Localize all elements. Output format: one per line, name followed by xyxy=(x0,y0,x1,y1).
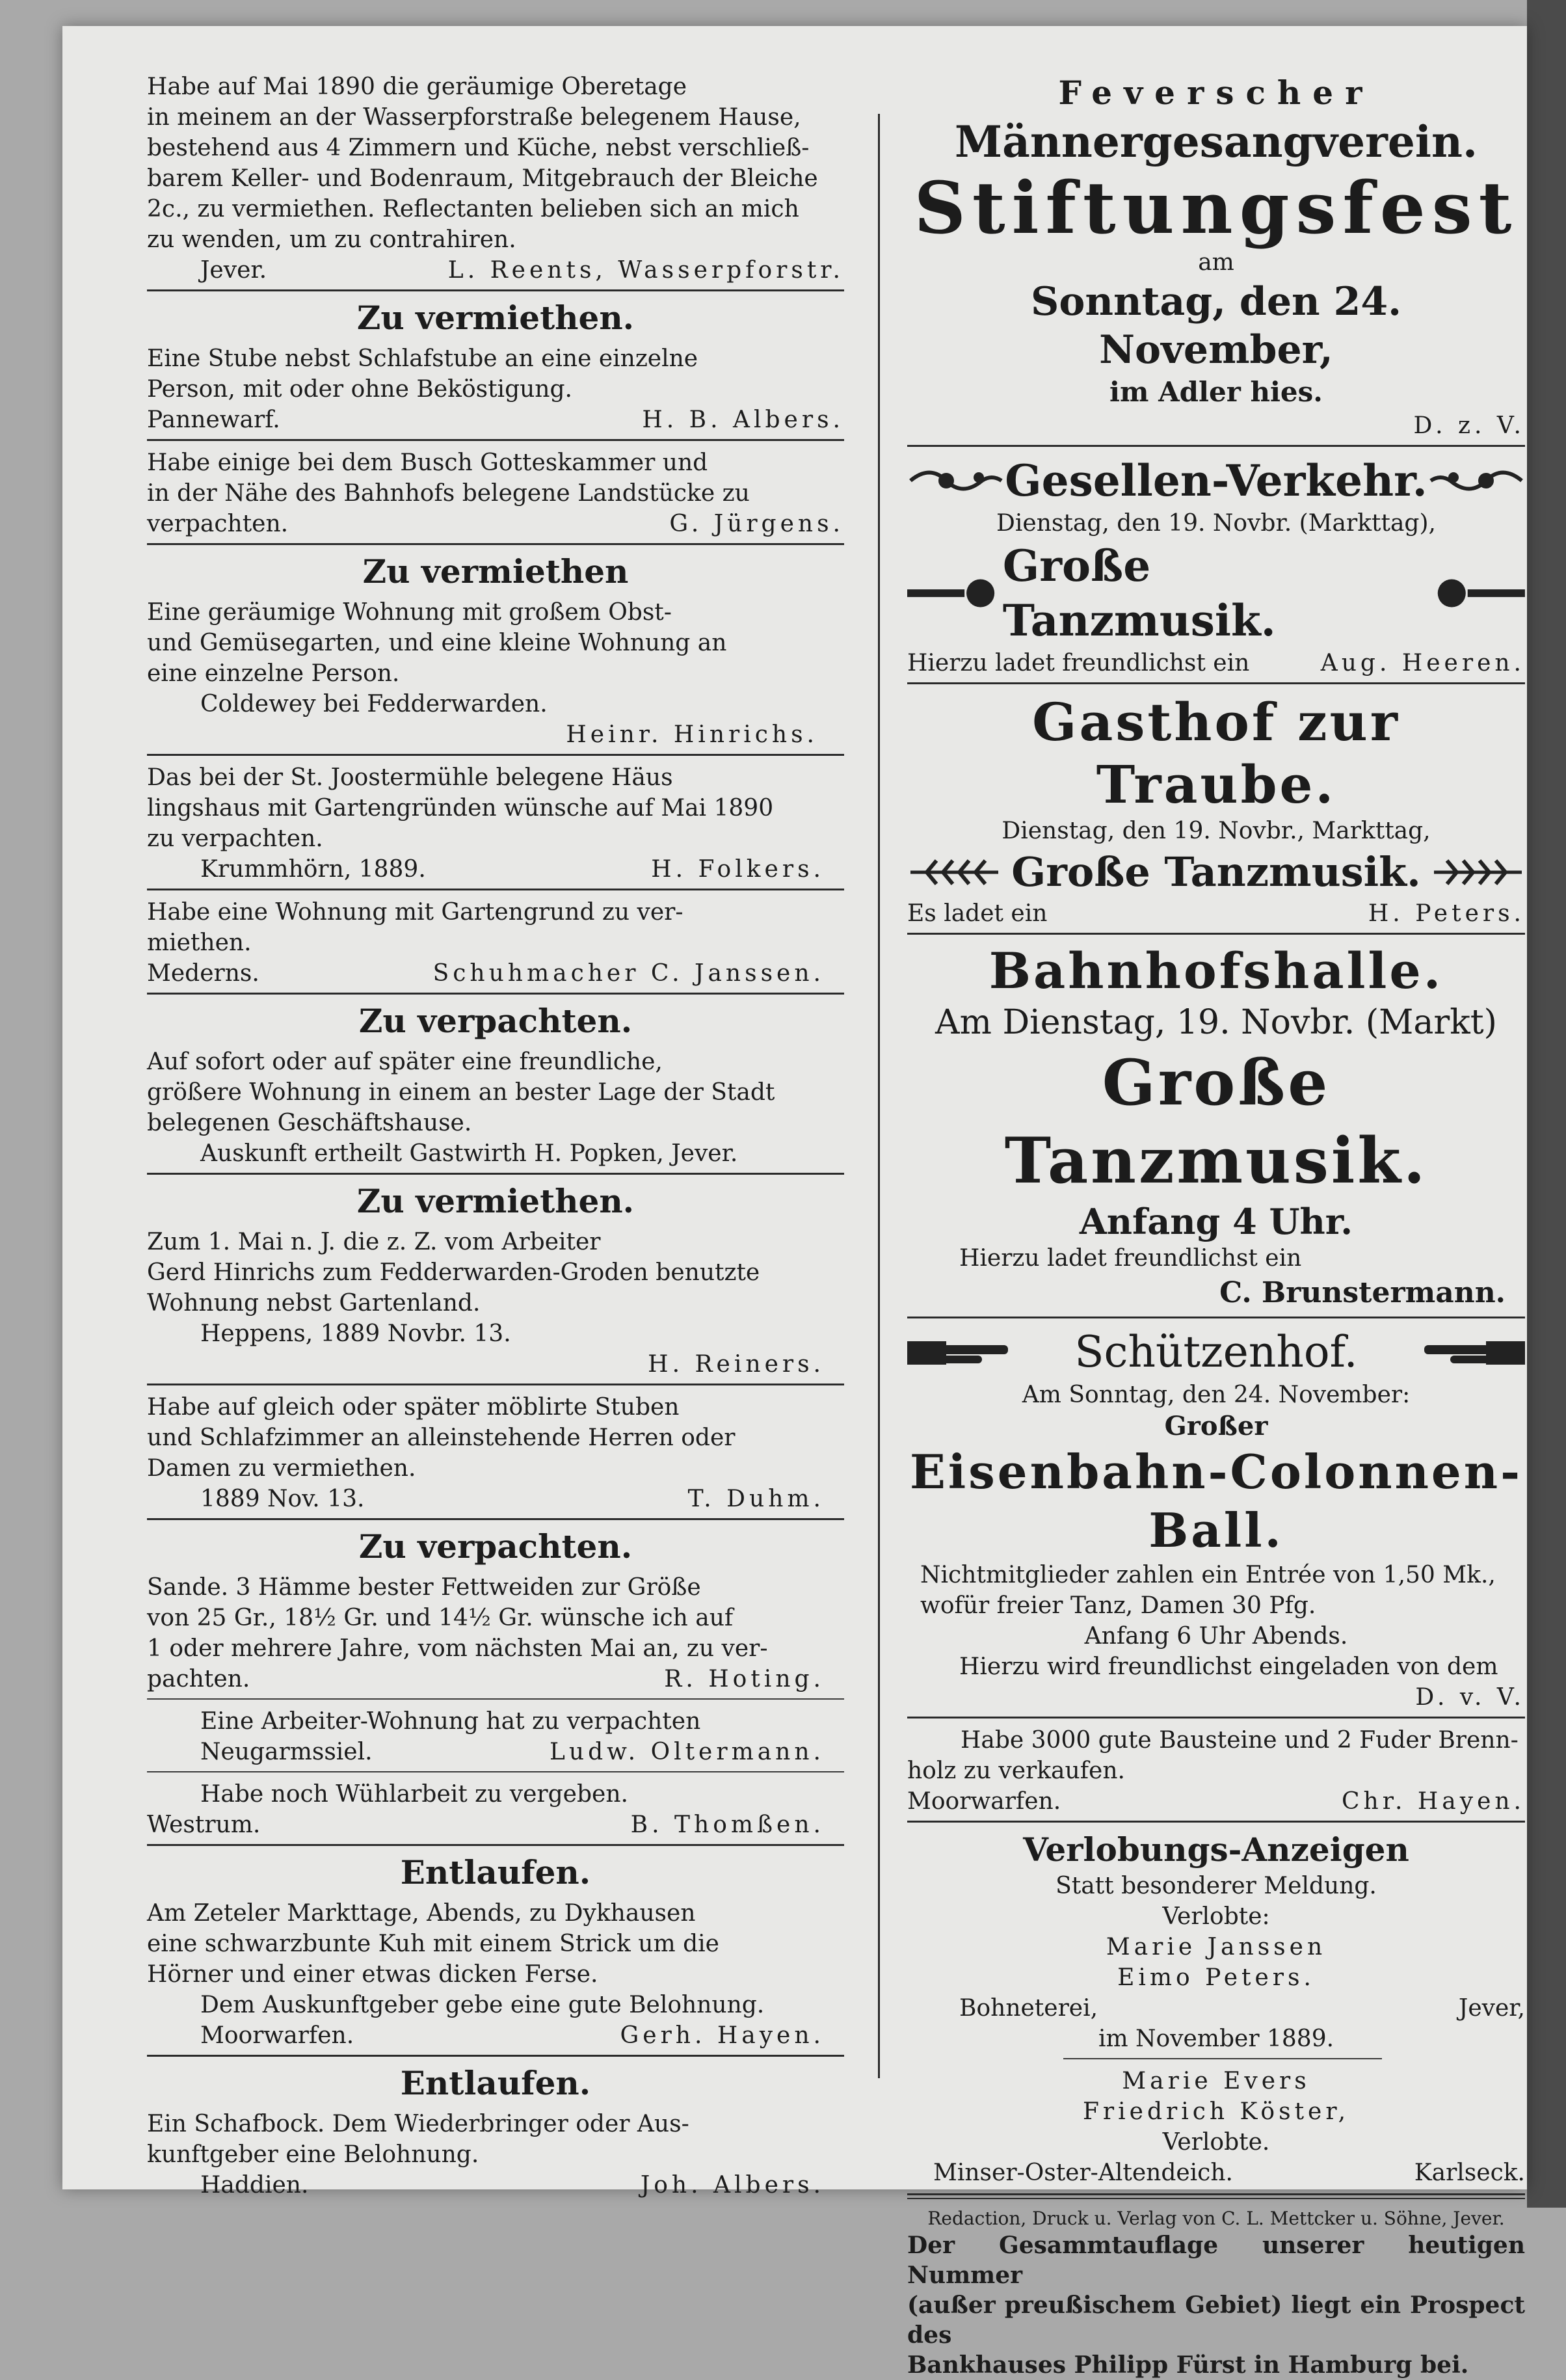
ad-signer: C. Brunstermann. xyxy=(1219,1276,1506,1309)
ad-text xyxy=(147,1572,844,1664)
text-line: Habe auf gleich oder später möblirte Stuben xyxy=(147,1394,680,1421)
text-line: wofür freier Tanz, Damen 30 Pfg. xyxy=(920,1592,1316,1619)
ad-vermiethen-1 xyxy=(147,298,844,435)
text-line: größere Wohnung in einem an bester Lage der Stadt xyxy=(147,1079,775,1106)
left-column xyxy=(147,72,844,2199)
event-row xyxy=(907,846,1525,898)
place-right: Jever, xyxy=(1458,1995,1525,2022)
leaf-ornament-icon xyxy=(907,853,1005,892)
text-line: Am Zeteler Markttage, Abends, zu Dykhausen xyxy=(147,1900,696,1927)
text-line: Wohnung nebst Gartenland. xyxy=(147,1290,481,1317)
ad-text xyxy=(147,72,844,255)
person-name: Marie Evers xyxy=(1122,2068,1310,2094)
place-row xyxy=(907,2158,1525,2188)
text-line: Sande. 3 Hämme bester Fettweiden zur Größe xyxy=(147,1574,701,1601)
place-left: Bohneterei, xyxy=(959,1995,1098,2022)
right-column xyxy=(907,72,1525,2379)
ad-signature-row xyxy=(907,898,1525,929)
ad-oberetage xyxy=(147,72,844,286)
ad-signer: Schuhmacher C. Janssen. xyxy=(432,960,825,987)
text-line: miethen. xyxy=(147,929,252,956)
event-name: Große Tanzmusik. xyxy=(1011,848,1421,896)
text-line: eine schwarzbunte Kuh mit einem Strick um die xyxy=(147,1931,719,1957)
ad-signature-row xyxy=(147,255,844,286)
person-name: Friedrich Köster, xyxy=(1082,2098,1350,2125)
start-time: Anfang 6 Uhr Abends. xyxy=(1084,1623,1348,1650)
divider xyxy=(1063,2058,1382,2059)
ad-heading: Verlobungs-Anzeigen xyxy=(1023,1830,1409,1869)
text-line: belegenen Geschäftshause. xyxy=(147,1110,472,1136)
person-name: Eimo Peters. xyxy=(1117,1964,1315,1991)
supplement-notice xyxy=(907,2230,1525,2380)
event-name: Eisenbahn-Colonnen-Ball. xyxy=(910,1444,1522,1558)
text-line: Habe 3000 gute Bausteine und 2 Fuder Brenn- xyxy=(961,1727,1519,1754)
ad-extra: Heppens, 1889 Novbr. 13. xyxy=(200,1320,511,1347)
ad-signature-row xyxy=(147,1664,844,1694)
divider xyxy=(147,439,844,441)
ornament-icon xyxy=(1427,461,1525,500)
ad-text xyxy=(147,343,844,405)
ad-signature-row xyxy=(907,1786,1525,1817)
ad-gartengrund xyxy=(147,897,844,989)
ad-text xyxy=(147,1898,844,1990)
text-line: Eine Arbeiter-Wohnung hat zu verpachten xyxy=(200,1708,701,1735)
ad-signer: Aug. Heeren. xyxy=(1320,650,1525,676)
text-line: in meinem an der Wasserpforstraße belegenem Hause, xyxy=(147,104,801,131)
ad-signer: Heinr. Hinrichs. xyxy=(566,721,818,748)
text-line: Eine geräumige Wohnung mit großem Obst- xyxy=(147,599,672,626)
ad-vermiethen-3 xyxy=(147,1181,844,1380)
announcement-date: im November 1889. xyxy=(1098,2026,1334,2052)
ad-signature-row xyxy=(147,958,844,989)
ad-signature-row xyxy=(907,648,1525,678)
ad-signature-row xyxy=(147,405,844,435)
divider xyxy=(147,1384,844,1385)
text-line: kunftgeber eine Belohnung. xyxy=(147,2141,479,2168)
ad-place: Neugarmssiel. xyxy=(200,1739,373,1765)
ad-place: Krummhörn, 1889. xyxy=(200,856,426,883)
event-title: Stiftungsfest xyxy=(914,166,1519,250)
ad-place: Pannewarf. xyxy=(147,407,280,433)
divider xyxy=(147,1698,844,1700)
ad-moeblirte-stuben xyxy=(147,1392,844,1514)
ad-vermiethen-2 xyxy=(147,552,844,750)
ad-heading: Zu verpachten. xyxy=(358,1527,633,1566)
ad-signer: H. Folkers. xyxy=(651,856,825,883)
text-line: Das bei der St. Joostermühle belegene Häus xyxy=(147,764,673,791)
ad-bausteine xyxy=(907,1725,1525,1817)
divider xyxy=(147,543,844,545)
divider xyxy=(907,1821,1525,1823)
title-row xyxy=(907,1325,1525,1380)
text-am: am xyxy=(1198,249,1234,276)
ad-landstuecke xyxy=(147,448,844,539)
ad-text xyxy=(147,897,844,958)
ad-signature-row xyxy=(147,1737,844,1767)
ad-text xyxy=(907,1725,1525,1786)
ad-signer: H. Reiners. xyxy=(648,1351,825,1378)
ad-signature-row xyxy=(147,1810,844,1840)
event-date: Am Sonntag, den 24. November: xyxy=(1022,1382,1411,1408)
event-title: Bahnhofshalle. xyxy=(989,942,1444,1000)
divider xyxy=(147,993,844,995)
ad-signer: H. B. Albers. xyxy=(642,407,844,433)
text-line: Habe einige bei dem Busch Gotteskammer und xyxy=(147,449,708,476)
event-name: Große Tanzmusik. xyxy=(1002,541,1276,646)
text-line: Bankhauses Philipp Fürst in Hamburg bei. xyxy=(907,2351,1469,2379)
divider xyxy=(907,682,1525,684)
text-line: eine einzelne Person. xyxy=(147,660,400,687)
text-line: Gerd Hinrichs zum Fedderwarden-Groden benutzte xyxy=(147,1259,760,1286)
divider xyxy=(907,1317,1525,1318)
ad-signer: Chr. Hayen. xyxy=(1342,1788,1525,1815)
ad-text xyxy=(147,1706,844,1737)
text-line: holz zu verkaufen. xyxy=(907,1758,1125,1784)
ad-text xyxy=(147,1227,844,1318)
ad-text xyxy=(147,448,844,509)
divider xyxy=(147,1173,844,1175)
text-line: Auf sofort oder auf später eine freundliche, xyxy=(147,1049,663,1075)
ad-arbeiter-wohnung xyxy=(147,1706,844,1767)
ad-place: Westrum. xyxy=(147,1812,261,1838)
ad-heading: Entlaufen. xyxy=(400,2064,591,2102)
divider xyxy=(907,445,1525,447)
event-title: Schützenhof. xyxy=(1074,1327,1358,1377)
ad-place: Moorwarfen. xyxy=(907,1788,1061,1815)
ad-place: Jever. xyxy=(200,257,267,284)
text-line: Zum 1. Mai n. J. die z. Z. vom Arbeiter xyxy=(147,1229,601,1255)
place-left: Minser-Oster-Altendeich. xyxy=(933,2159,1233,2186)
event-date: Dienstag, den 19. Novbr., Markttag, xyxy=(1002,818,1431,844)
ad-verpachten-2 xyxy=(147,1527,844,1694)
footer-notice xyxy=(907,2207,1525,2380)
text-line: lingshaus mit Gartengründen wünsche auf Mai 1890 xyxy=(147,795,774,822)
ad-verpachten-1 xyxy=(147,1001,844,1169)
text-line: und Gemüsegarten, und eine kleine Wohnung an xyxy=(147,630,727,656)
ad-place: verpachten. xyxy=(147,511,289,537)
text-line: und Schlafzimmer an alleinstehende Herren oder xyxy=(147,1424,736,1451)
ornament-icon xyxy=(1429,574,1525,613)
text-line: zu wenden, um zu contrahiren. xyxy=(147,226,516,253)
invite-text: Es ladet ein xyxy=(907,900,1048,927)
place-row xyxy=(907,1993,1525,2024)
text-line: bestehend aus 4 Zimmern und Küche, nebst verschließ- xyxy=(147,135,810,161)
ad-gesellen-verkehr xyxy=(907,453,1525,678)
text-line: Person, mit oder ohne Beköstigung. xyxy=(147,376,572,403)
invite-text: Hierzu ladet freundlichst ein xyxy=(907,650,1250,676)
ad-place: Moorwarfen. xyxy=(200,2022,354,2049)
ad-heading: Zu vermiethen. xyxy=(356,299,635,337)
text-line: 2c., zu vermiethen. Reflectanten belieben sich an mich xyxy=(147,196,799,222)
ad-text xyxy=(147,597,844,689)
ad-gasthof-traube xyxy=(907,691,1525,929)
ad-text xyxy=(147,762,844,854)
text-line: Habe eine Wohnung mit Gartengrund zu ver- xyxy=(147,899,683,926)
choir-name-line2: Männergesangverein. xyxy=(955,116,1478,167)
event-row xyxy=(907,539,1525,648)
divider xyxy=(147,889,844,890)
divider xyxy=(907,2193,1525,2199)
place-right: Karlseck. xyxy=(1414,2159,1525,2186)
ad-extra: Dem Auskunftgeber gebe eine gute Belohnung. xyxy=(200,1992,765,2018)
divider xyxy=(907,1717,1525,1718)
event-title: Gesellen-Verkehr. xyxy=(1005,455,1427,506)
event-pre: Großer xyxy=(1164,1411,1268,1441)
text-line: Hörner und einer etwas dicken Ferse. xyxy=(147,1961,598,1988)
divider xyxy=(907,933,1525,935)
pointing-hand-icon xyxy=(907,1330,1018,1375)
ad-signer: R. Hoting. xyxy=(664,1666,825,1692)
ad-text xyxy=(147,2109,844,2170)
ad-entlaufen-kuh xyxy=(147,1852,844,2051)
ad-place: Mederns. xyxy=(147,960,259,987)
divider xyxy=(147,2055,844,2057)
ad-signature-row xyxy=(147,2170,844,2200)
ad-signature-row xyxy=(147,509,844,539)
text-line: Habe noch Wühlarbeit zu vergeben. xyxy=(200,1781,628,1808)
ad-place: 1889 Nov. 13. xyxy=(200,1486,365,1512)
ad-maennergesangverein xyxy=(907,72,1525,441)
imprint: Redaction, Druck u. Verlag von C. L. Mettcker u. Söhne, Jever. xyxy=(927,2208,1505,2229)
text-line: zu verpachten. xyxy=(147,825,323,852)
ad-wuehlarbeit xyxy=(147,1779,844,1840)
choir-name-line1: Feverscher xyxy=(1058,74,1374,112)
invite-text: Hierzu ladet freundlichst ein xyxy=(959,1245,1302,1272)
ad-text xyxy=(147,1047,844,1138)
ad-signature-row xyxy=(147,2020,844,2051)
event-date: Sonntag, den 24. November, xyxy=(1031,279,1401,373)
text-line: Nichtmitglieder zahlen ein Entrée von 1,50 Mk., xyxy=(920,1562,1496,1588)
divider xyxy=(147,1518,844,1520)
event-date: Dienstag, den 19. Novbr. (Markttag), xyxy=(996,510,1436,537)
page-edge xyxy=(1527,0,1566,2208)
ad-signer: G. Jürgens. xyxy=(669,511,844,537)
event-title: Gasthof zur Traube. xyxy=(1032,691,1400,815)
text-verlobte: Verlobte: xyxy=(1162,1903,1270,1930)
divider xyxy=(147,1844,844,1846)
divider xyxy=(147,1771,844,1772)
text-verlobte: Verlobte. xyxy=(1162,2129,1270,2156)
ad-signer: Gerh. Hayen. xyxy=(620,2022,825,2049)
ad-entlaufen-schafbock xyxy=(147,2063,844,2200)
ad-signer: H. Peters. xyxy=(1368,900,1525,927)
text-line: in der Nähe des Bahnhofs belegene Landstücke zu xyxy=(147,480,750,507)
text-line: Damen zu vermiethen. xyxy=(147,1455,416,1482)
column-divider xyxy=(878,114,880,2078)
text-line: von 25 Gr., 18½ Gr. und 14½ Gr. wünsche ich auf xyxy=(147,1605,734,1631)
text-line: Eine Stube nebst Schlafstube an eine einzelne xyxy=(147,345,698,372)
ornament-icon xyxy=(907,574,1003,613)
start-time: Anfang 4 Uhr. xyxy=(1079,1201,1353,1242)
ornament-icon xyxy=(907,461,1005,500)
ad-schuetzenhof xyxy=(907,1325,1525,1713)
text-line: Der Gesammtauflage unserer heutigen Nummer xyxy=(907,2232,1525,2289)
ad-text xyxy=(907,1560,1525,1621)
ad-signer: D. v. V. xyxy=(1415,1684,1525,1711)
event-name: Große Tanzmusik. xyxy=(1004,1046,1428,1197)
pointing-hand-icon xyxy=(1414,1330,1525,1375)
ad-signer: B. Thomßen. xyxy=(630,1812,825,1838)
event-venue: im Adler hies. xyxy=(1109,376,1323,408)
title-row xyxy=(907,453,1525,508)
ad-extra: Coldewey bei Fedderwarden. xyxy=(200,691,548,717)
ad-signer: Ludw. Oltermann. xyxy=(550,1739,825,1765)
ad-heading: Zu verpachten. xyxy=(358,1002,633,1040)
divider xyxy=(147,289,844,291)
invite-text: Hierzu wird freundlichst eingeladen von dem xyxy=(959,1653,1498,1680)
ad-extra: Auskunft ertheilt Gastwirth H. Popken, Jever. xyxy=(200,1140,738,1167)
ad-signer: T. Duhm. xyxy=(687,1486,825,1512)
ad-signer: D. z. V. xyxy=(1413,412,1525,439)
ad-signer: L. Reents, Wasserpforstr. xyxy=(447,257,844,284)
ad-signer: Joh. Albers. xyxy=(640,2172,825,2199)
ad-signature-row xyxy=(147,854,844,885)
ad-bahnhofshalle xyxy=(907,941,1525,1313)
ad-place: pachten. xyxy=(147,1666,250,1692)
ad-subheading: Statt besonderer Meldung. xyxy=(1055,1873,1377,1899)
ad-text xyxy=(147,1779,844,1810)
ad-place: Haddien. xyxy=(200,2172,309,2199)
person-name: Marie Janssen xyxy=(1106,1934,1327,1960)
divider xyxy=(147,754,844,756)
event-date: Am Dienstag, 19. Novbr. (Markt) xyxy=(935,1003,1497,1042)
text-line: Habe auf Mai 1890 die geräumige Oberetage xyxy=(147,74,687,100)
ad-heading: Entlaufen. xyxy=(400,1853,591,1892)
ad-heading: Zu vermiethen xyxy=(362,552,629,591)
ad-signature-row xyxy=(147,1484,844,1514)
text-line: barem Keller- und Bodenraum, Mitgebrauch der Bleiche xyxy=(147,165,818,192)
ad-verlobung xyxy=(907,1829,1525,2188)
text-line: (außer preußischem Gebiet) liegt ein Prospect des xyxy=(907,2292,1525,2349)
ad-text xyxy=(147,1392,844,1484)
text-line: Ein Schafbock. Dem Wiederbringer oder Aus- xyxy=(147,2111,689,2137)
text-line: 1 oder mehrere Jahre, vom nächsten Mai an, zu ver- xyxy=(147,1635,768,1662)
leaf-ornament-icon xyxy=(1427,853,1525,892)
ad-heading: Zu vermiethen. xyxy=(356,1182,635,1220)
ad-haeuslingshaus xyxy=(147,762,844,885)
